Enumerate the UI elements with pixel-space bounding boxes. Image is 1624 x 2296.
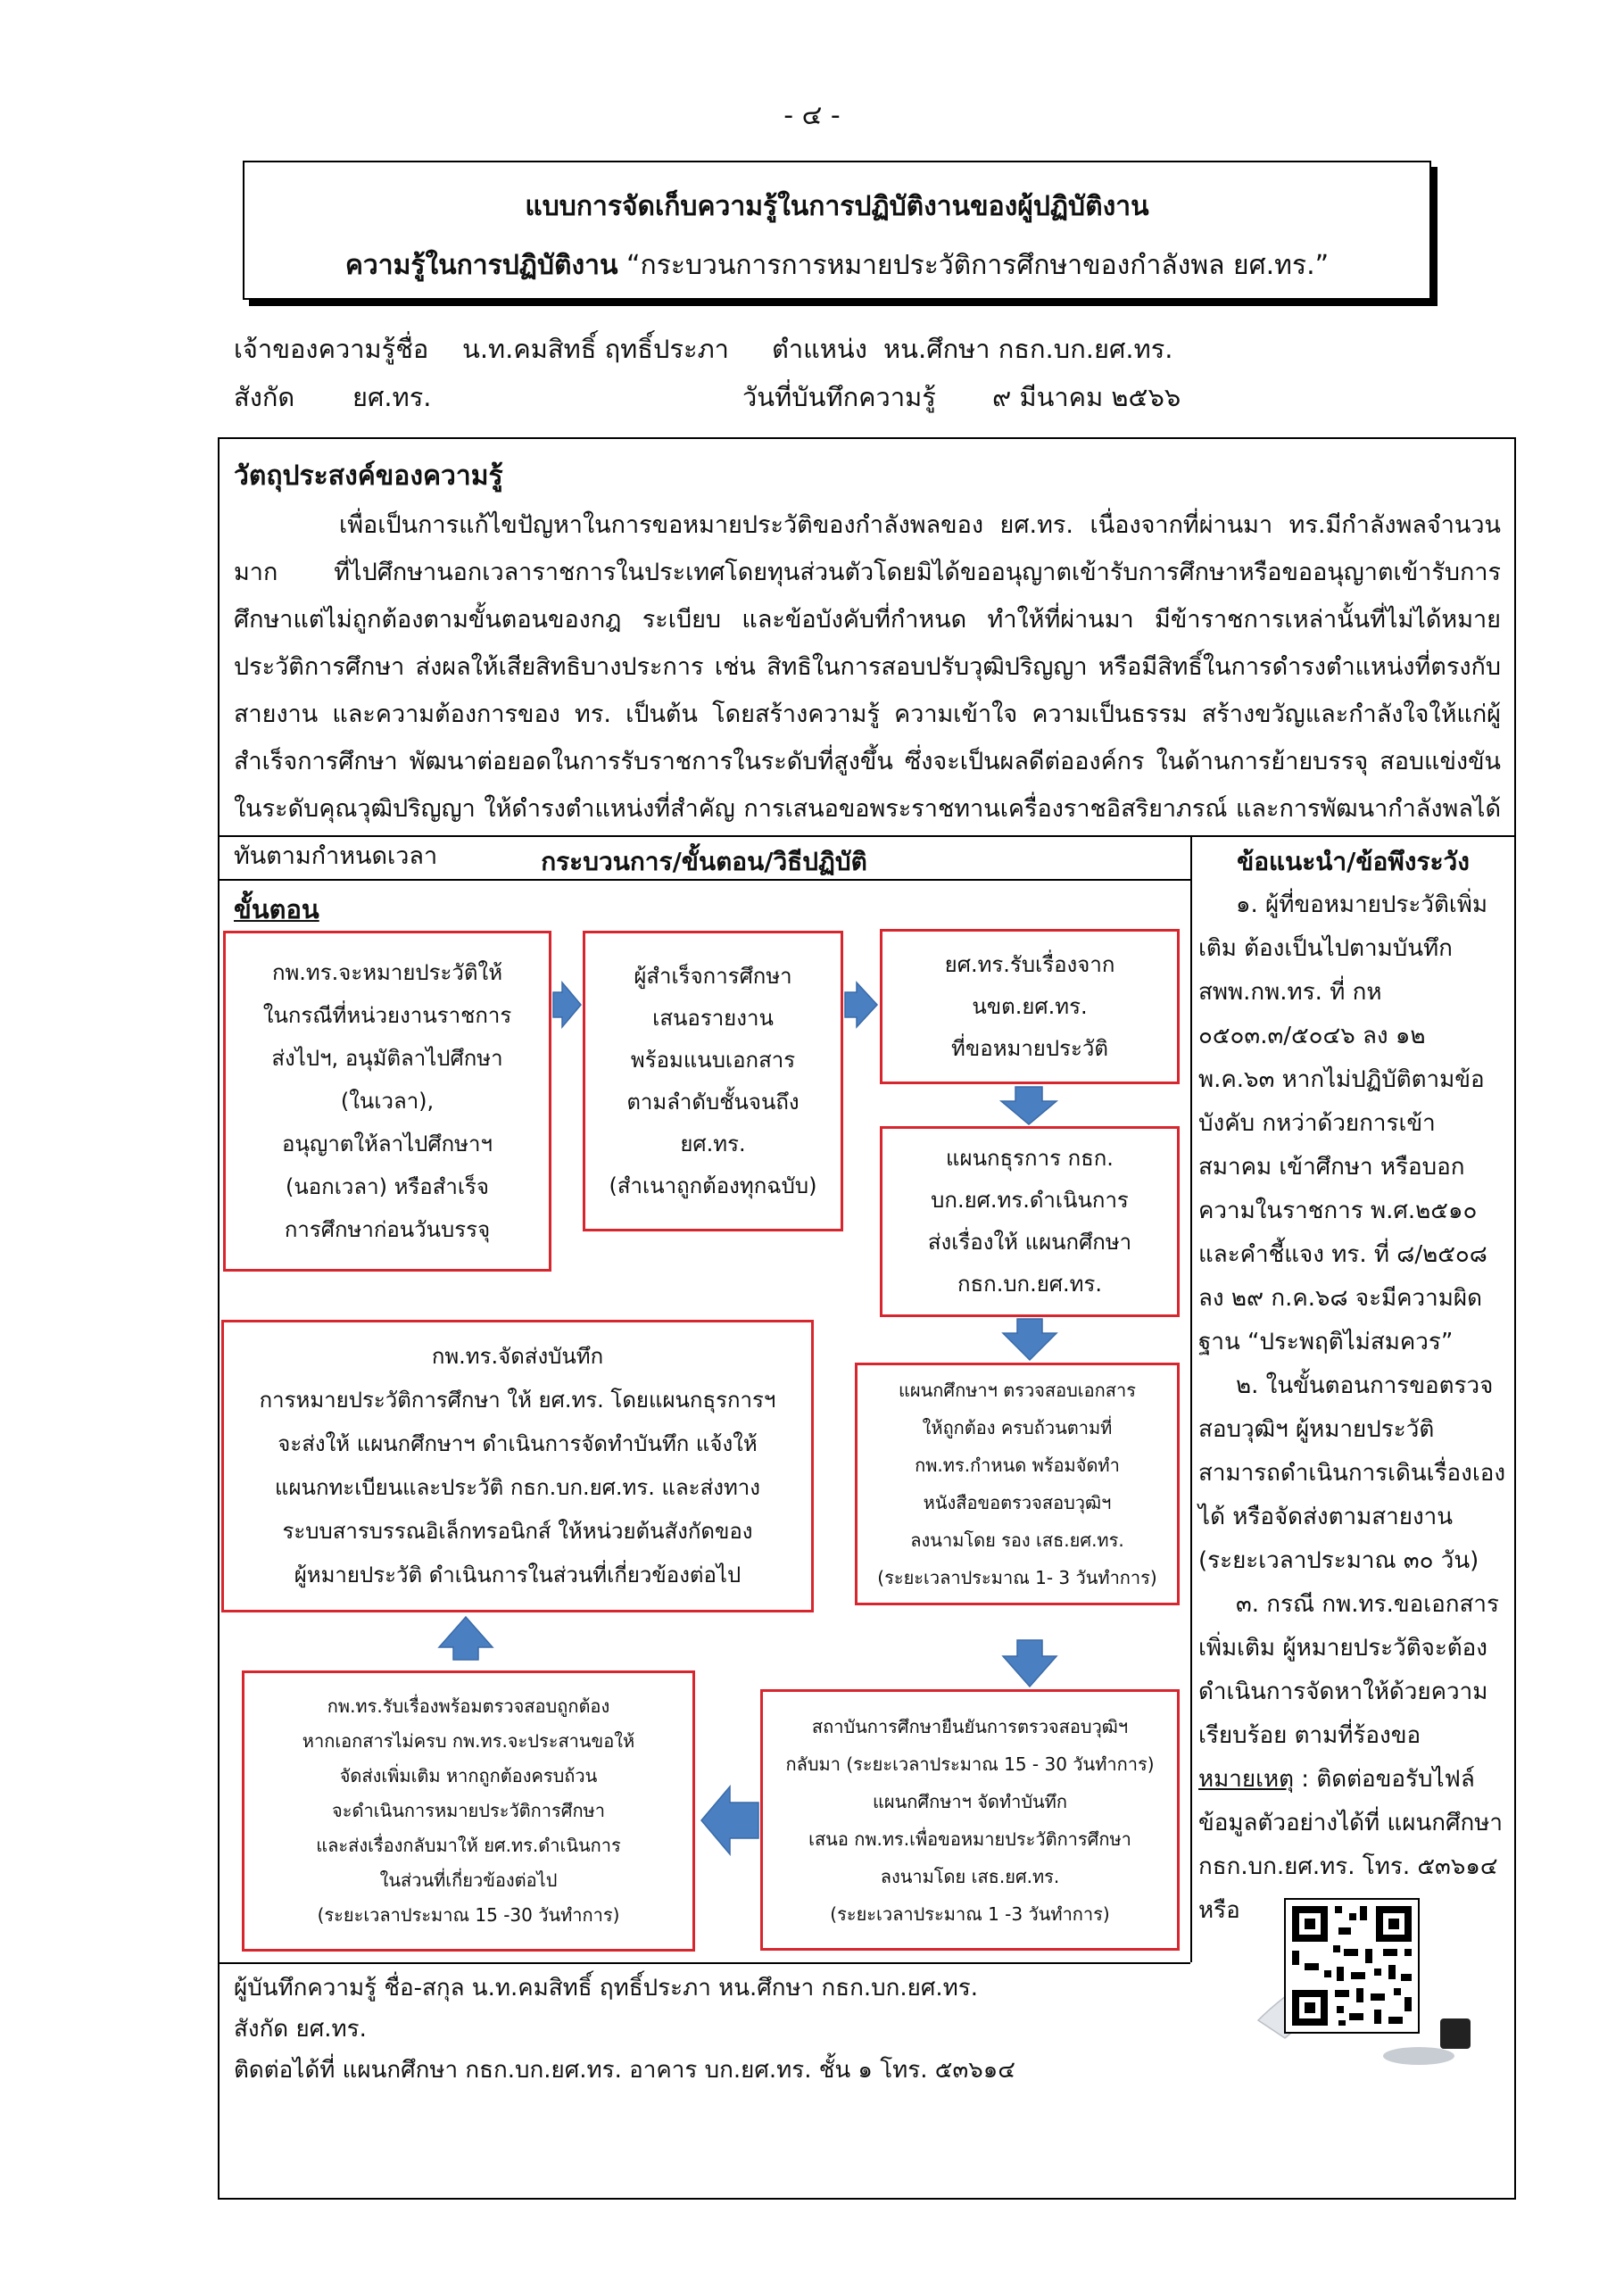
note-text: : ติดต่อขอรับไฟล์ข้อมูลตัวอย่างได้ที่ แผนกศึกษา กธก.บก.ยศ.ทร. โทร. ๕๓๖๑๔ หรือ	[1198, 1766, 1503, 1924]
advice-heading: ข้อแนะนำ/ข้อพึงระวัง	[1237, 847, 1470, 876]
arrow-down-3	[1003, 1640, 1056, 1687]
date-label: วันที่บันทึกความรู้	[742, 382, 936, 412]
qr-code-image	[1231, 1886, 1499, 2074]
advice-item-3: ๓. กรณี กพ.ทร.ขอเอกสารเพิ่มเติม ผู้หมายประวัติจะต้องดำเนินการจัดหาให้ด้วยความเรียบร้อย ตามที่ร้องขอ	[1198, 1591, 1499, 1749]
unit-label: สังกัด	[234, 382, 295, 412]
knowledge-topic: “กระบวนการการหมายประวัติการศึกษาของกำลังพล ยศ.ทร.”	[626, 250, 1330, 281]
arrow-down-2	[1003, 1319, 1056, 1360]
arrow-right-2	[845, 982, 877, 1027]
arrow-right-1	[553, 982, 581, 1027]
advice-list	[1198, 883, 1506, 1933]
step-box-6: สถาบันการศึกษายืนยันการตรวจสอบวุฒิฯ กลับมา (ระยะเวลาประมาณ 15 - 30 วันทำการ) แผนกศึกษาฯ จัดทำบันทึก เสนอ กพ.ทร.เพื่อขอหมายประวัติการศึกษา ลงนามโดย เสธ.ยศ.ทร. (ระยะเวลาประมาณ 1 -3 วันทำการ)	[760, 1689, 1180, 1951]
step-box-4: แผนกธุรการ กธก. บก.ยศ.ทร.ดำเนินการ ส่งเรื่องให้ แผนกศึกษา กธก.บก.ยศ.ทร.	[880, 1126, 1180, 1317]
position-value: หน.ศึกษา กธก.บก.ยศ.ทร.	[883, 334, 1173, 364]
owner-name: น.ท.คมสิทธิ์ ฤทธิ์ประภา	[462, 334, 729, 364]
position-label: ตำแหน่ง	[772, 334, 867, 364]
date-value: ๙ มีนาคม ๒๕๖๖	[992, 382, 1181, 412]
arrow-down-1	[1001, 1087, 1056, 1124]
objective-paragraph: เพื่อเป็นการแก้ไขปัญหาในการขอหมายประวัติของกำลังพลของ ยศ.ทร. เนื่องจากที่ผ่านมา ทร.มีกำลังพลจำนวนมาก ที่ไปศึกษานอกเวลาราชการในประเทศโดยทุนส่วนตัวโดยมิได้ขออนุญาตเข้ารับการศึกษาหรือขออนุญาตเข้ารับการศึกษาแต่ไม่ถูกต้องตามขั้นตอนของกฎ ระเบียบ และข้อบังคับที่กำหนด ทำให้ที่ผ่านมา มีข้าราชการเหล่านั้นที่ไม่ได้หมายประวัติการศึกษา ส่งผลให้เสียสิทธิบางประการ เช่น สิทธิในการสอบปรับวุฒิปริญญา หรือมีสิทธิ์ในการดำรงตำแหน่งที่ตรงกับสายงาน และความต้องการของ ทร. เป็นต้น โดยสร้างความรู้ ความเข้าใจ ความเป็นธรรม สร้างขวัญและกำลังใจให้แก่ผู้สำเร็จการศึกษา พัฒนาต่อยอดในการรับราชการในระดับที่สูงขึ้น ซึ่งจะเป็นผลดีต่อองค์กร ในด้านการย้ายบรรจุ สอบแข่งขันในระดับคุณวุฒิปริญญา ให้ดำรงตำแหน่งที่สำคัญ การเสนอขอพระราชทานเครื่องราชอิสริยาภรณ์ และการพัฒนากำลังพลได้ทันตามกำหนดเวลา	[234, 511, 1501, 870]
step-box-3: ยศ.ทร.รับเรื่องจาก นขต.ยศ.ทร. ที่ขอหมายประวัติ	[880, 929, 1180, 1084]
footer-contact: ติดต่อได้ที่ แผนกศึกษา กธก.บก.ยศ.ทร. อาคาร บก.ยศ.ทร. ชั้น ๑ โทร. ๕๓๖๑๔	[234, 2057, 1015, 2084]
step-box-1: กพ.ทร.จะหมายประวัติให้ ในกรณีที่หน่วยงานราชการ ส่งไปฯ, อนุมัติลาไปศึกษา (ในเวลา), อนุญาตให้ลาไปศึกษาฯ (นอกเวลา) หรือสำเร็จ การศึกษาก่อนวันบรรจุ	[223, 931, 551, 1272]
note-label: หมายเหตุ	[1198, 1766, 1295, 1793]
owner-label: เจ้าของความรู้ชื่อ	[234, 334, 429, 364]
arrow-up-1	[439, 1617, 493, 1660]
process-heading: กระบวนการ/ขั้นตอน/วิธีปฏิบัติ	[541, 847, 867, 876]
page-number: - ๔ -	[783, 100, 841, 131]
unit-value: ยศ.ทร.	[352, 382, 432, 412]
steps-label: ขั้นตอน	[234, 894, 319, 924]
form-title: แบบการจัดเก็บความรู้ในการปฏิบัติงานของผู้ปฏิบัติงาน	[525, 191, 1149, 222]
step-box-8: กพ.ทร.จัดส่งบันทึก การหมายประวัติการศึกษา ให้ ยศ.ทร. โดยแผนกธุรการฯ จะส่งให้ แผนกศึกษาฯ ดำเนินการจัดทำบันทึก แจ้งให้ แผนกทะเบียนและประวัติ กธก.บก.ยศ.ทร. และส่งทาง ระบบสารบรรณอิเล็กทรอนิกส์ ให้หน่วยต้นสังกัดของ ผู้หมายประวัติ ดำเนินการในส่วนที่เกี่ยวข้องต่อไป	[221, 1320, 814, 1612]
paper-shadow	[1383, 2047, 1454, 2065]
advice-item-2: ๒. ในขั้นตอนการขอตรวจสอบวุฒิฯ ผู้หมายประวัติสามารถดำเนินการเดินเรื่องเองได้ หรือจัดส่งตามสายงาน (ระยะเวลาประมาณ ๓๐ วัน)	[1198, 1372, 1506, 1574]
inkwell-icon	[1440, 2018, 1471, 2049]
step-box-5: แผนกศึกษาฯ ตรวจสอบเอกสาร ให้ถูกต้อง ครบถ้วนตามที่ กพ.ทร.กำหนด พร้อมจัดทำ หนังสือขอตรวจสอบวุฒิฯ ลงนามโดย รอง เสธ.ยศ.ทร. (ระยะเวลาประมาณ 1- 3 วันทำการ)	[855, 1363, 1180, 1605]
arrow-left-1	[701, 1786, 758, 1854]
footer-unit: สังกัด ยศ.ทร.	[234, 2016, 367, 2043]
objective-title: วัตถุประสงค์ของความรู้	[234, 460, 503, 492]
step-box-7: กพ.ทร.รับเรื่องพร้อมตรวจสอบถูกต้อง หากเอกสารไม่ครบ กพ.ทร.จะประสานขอให้ จัดส่งเพิ่มเติม หากถูกต้องครบถ้วน จะดำเนินการหมายประวัติการศึกษา และส่งเรื่องกลับมาให้ ยศ.ทร.ดำเนินการ ในส่วนที่เกี่ยวข้องต่อไป (ระยะเวลาประมาณ 15 -30 วันทำการ)	[242, 1670, 695, 1952]
knowledge-label: ความรู้ในการปฏิบัติงาน	[344, 250, 618, 281]
step-box-2: ผู้สำเร็จการศึกษา เสนอรายงาน พร้อมแนบเอกสาร ตามลำดับชั้นจนถึง ยศ.ทร. (สำเนาถูกต้องทุกฉบับ)	[583, 931, 843, 1231]
footer-recorder: ผู้บันทึกความรู้ ชื่อ-สกุล น.ท.คมสิทธิ์ ฤทธิ์ประภา หน.ศึกษา กธก.บก.ยศ.ทร.	[234, 1975, 979, 2002]
advice-item-1: ๑. ผู้ที่ขอหมายประวัติเพิ่มเติม ต้องเป็นไปตามบันทึก สพพ.กพ.ทร. ที่ กห ๐๕๐๓.๓/๕๐๔๖ ลง ๑๒ พ.ค.๖๓ หากไม่ปฏิบัติตามข้อบังคับ กหว่าด้วยการเข้าสมาคม เข้าศึกษา หรือบอกความในราชการ พ.ศ.๒๕๑๐ และคำชี้แจง ทร. ที่ ๘/๒๕๐๘ ลง ๒๙ ก.ค.๖๘ จะมีความผิดฐาน “ประพฤติไม่สมควร”	[1198, 891, 1487, 1355]
